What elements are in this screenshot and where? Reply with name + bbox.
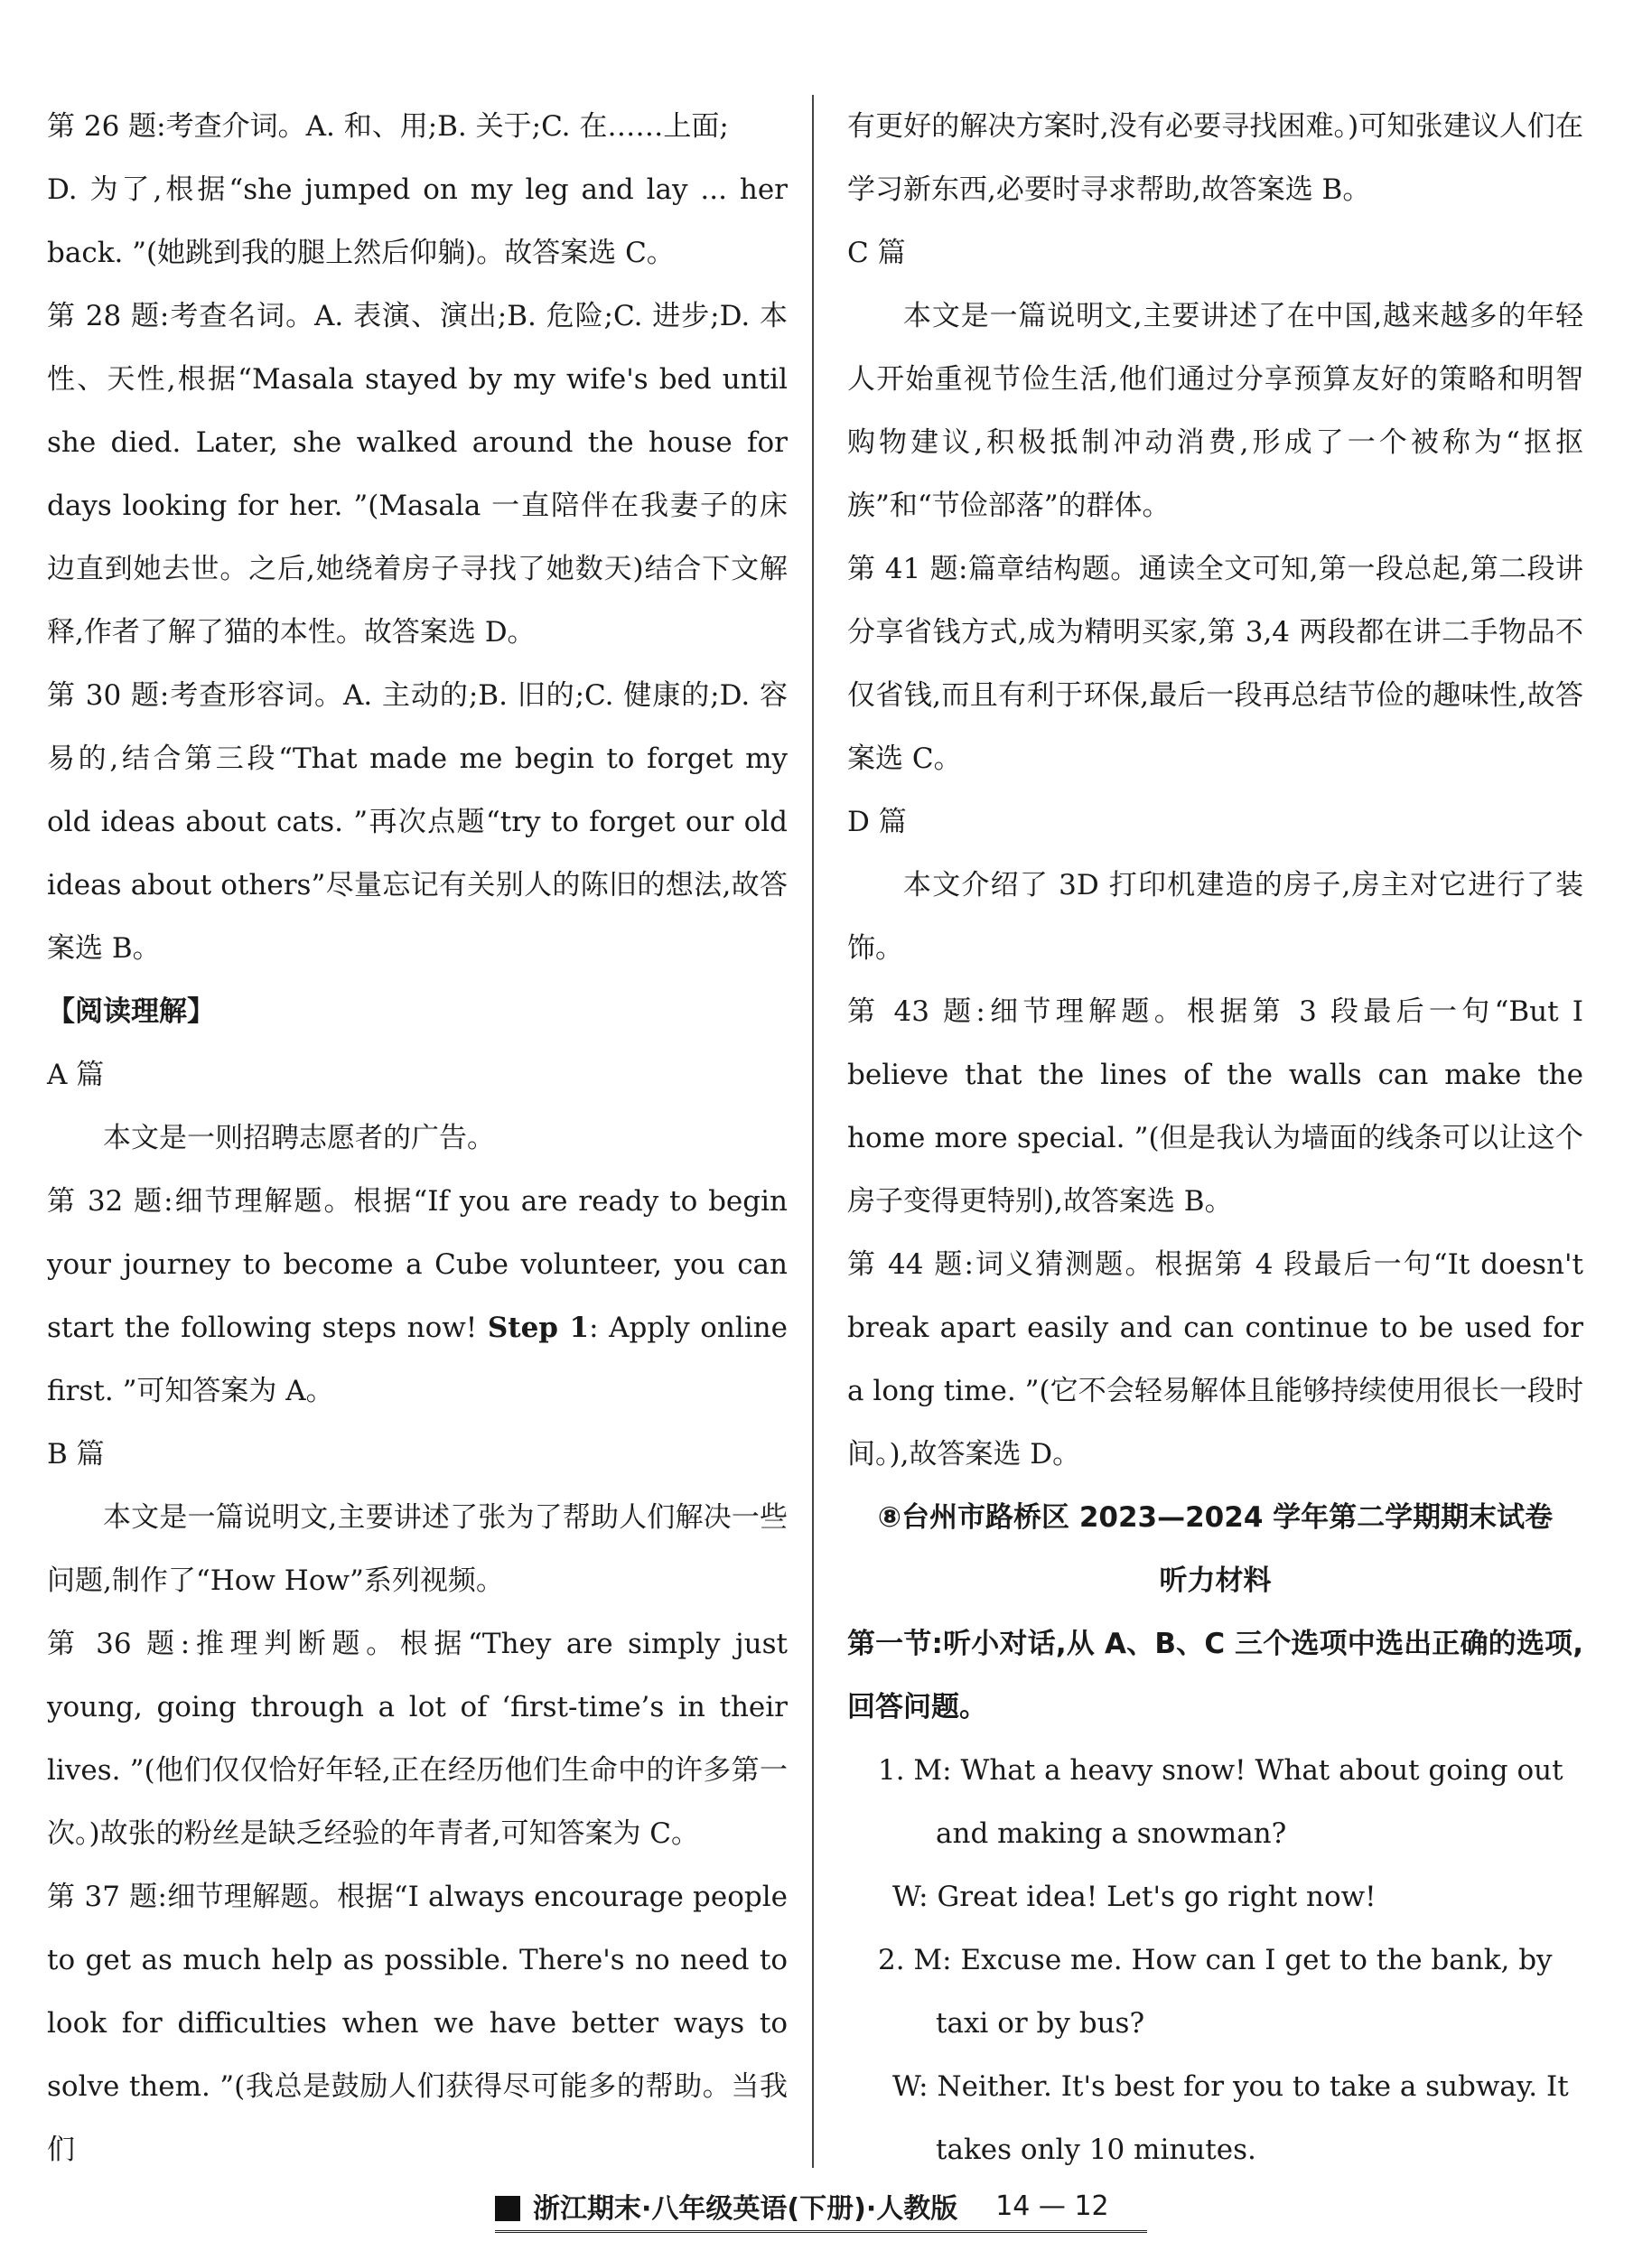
passage-c-title: C 篇 <box>847 237 906 269</box>
passage-a-title: A 篇 <box>47 1059 105 1091</box>
dialogue-2-woman: W: Neither. It's best for you to take a subway. It takes only 10 minutes. <box>892 2070 1569 2166</box>
passage-a-intro: 本文是一则招聘志愿者的广告。 <box>103 1122 495 1154</box>
page-footer <box>495 2181 1147 2233</box>
q43-explanation: 第 43 题:细节理解题。根据第 3 段最后一句“But I believe that the lines of the walls can make the home more special. ”(但是我认为墙面的线条可以让这个房子变得更特别),故答案选 B。 <box>847 995 1583 1218</box>
q36-explanation: 第 36 题:推理判断题。根据“They are simply just young, going through a lot of ‘first-time’s in their lives. ”(他们仅仅恰好年轻,正在经历他们生命中的许多第一次。)故张的粉丝是缺乏经验的年青者,可知答案为 C。 <box>47 1628 788 1850</box>
passage-b-intro: 本文是一篇说明文,主要讲述了张为了帮助人们解决一些问题,制作了“How How”系列视频。 <box>47 1501 788 1597</box>
q26-body: D. 为了,根据“she jumped on my leg and lay ... her back. ”(她跳到我的腿上然后仰躺)。故答案选 C。 <box>47 173 788 269</box>
passage-b-title: B 篇 <box>47 1438 105 1471</box>
passage-d-intro: 本文介绍了 3D 打印机建造的房子,房主对它进行了装饰。 <box>847 869 1583 965</box>
q37-explanation: 第 37 题:细节理解题。根据“I always encourage people to get as much help as possible. There's no need to look for difficulties when we have better ways to solve them. ”(我总是鼓励人们获得尽可能多的帮助。当我们 <box>47 1881 788 2166</box>
dialogue-2-man: 2. M: Excuse me. How can I get to the bank, by taxi or by bus? <box>878 1944 1553 2040</box>
q37-continued: 有更好的解决方案时,没有必要寻找困难。)可知张建议人们在学习新东西,必要时寻求帮助,故答案选 B。 <box>847 110 1583 206</box>
right-column <box>847 95 1583 2181</box>
book-icon <box>495 2196 520 2221</box>
q44-explanation: 第 44 题:词义猜测题。根据第 4 段最后一句“It doesn't break apart easily and can continue to be used for a long time. ”(它不会轻易解体且能够持续使用很长一段时间。),故答案选 D。 <box>847 1248 1583 1471</box>
q32-step-label: Step 1 <box>487 1312 590 1344</box>
column-divider <box>812 95 814 2168</box>
passage-d-title: D 篇 <box>847 806 907 838</box>
q26-line1: 第 26 题:考查介词。A. 和、用;B. 关于;C. 在……上面; <box>47 110 729 143</box>
dialogue-1-woman: W: Great idea! Let's go right now! <box>892 1881 1377 1913</box>
q32-explanation <box>47 1170 788 1423</box>
q32-text-pre: 第 32 题:细节理解题。根据“If you are ready to begin your journey to become a Cube volunteer, you can start the following steps now! <box>47 1185 788 1344</box>
q30-explanation: 第 30 题:考查形容词。A. 主动的;B. 旧的;C. 健康的;D. 容易的,结合第三段“That made me begin to forget my old ideas about cats. ”再次点题“try to forget our old ideas about others”尽量忘记有关别人的陈旧的想法,故答案选 B。 <box>47 679 788 965</box>
page-number: 14 — 12 <box>995 2190 1109 2222</box>
q28-explanation: 第 28 题:考查名词。A. 表演、演出;B. 危险;C. 进步;D. 本性、天性,根据“Masala stayed by my wife's bed until she died. Later, she walked around the house for days looking for her. ”(Masala 一直陪伴在我妻子的床边直到她去世。之后,她绕着房子寻找了她数天)结合下文解释,作者了解了猫的本性。故答案选 D。 <box>47 300 788 649</box>
q41-explanation: 第 41 题:篇章结构题。通读全文可知,第一段总起,第二段讲分享省钱方式,成为精明买家,第 3,4 两段都在讲二手物品不仅省钱,而且有利于环保,最后一段再总结节俭的趣味性,故答案选 C。 <box>847 553 1583 775</box>
dialogue-1-man: 1. M: What a heavy snow! What about going out and making a snowman? <box>878 1754 1563 1850</box>
exam-subtitle: 听力材料 <box>1159 1564 1272 1597</box>
reading-section-heading: 【阅读理解】 <box>47 995 215 1028</box>
passage-c-intro: 本文是一篇说明文,主要讲述了在中国,越来越多的年轻人开始重视节俭生活,他们通过分享预算友好的策略和明智购物建议,积极抵制冲动消费,形成了一个被称为“抠抠族”和“节俭部落”的群体。 <box>847 300 1583 522</box>
q32-text-post: : Apply online first. ”可知答案为 A。 <box>47 1312 788 1407</box>
footer-book-title: 浙江期末·八年级英语(下册)·人教版 <box>533 2193 958 2225</box>
listening-section-1: 第一节:听小对话,从 A、B、C 三个选项中选出正确的选项,回答问题。 <box>847 1628 1583 1723</box>
left-column <box>47 95 788 2181</box>
exam-title: ⑧台州市路桥区 2023—2024 学年第二学期期末试卷 <box>877 1501 1554 1534</box>
